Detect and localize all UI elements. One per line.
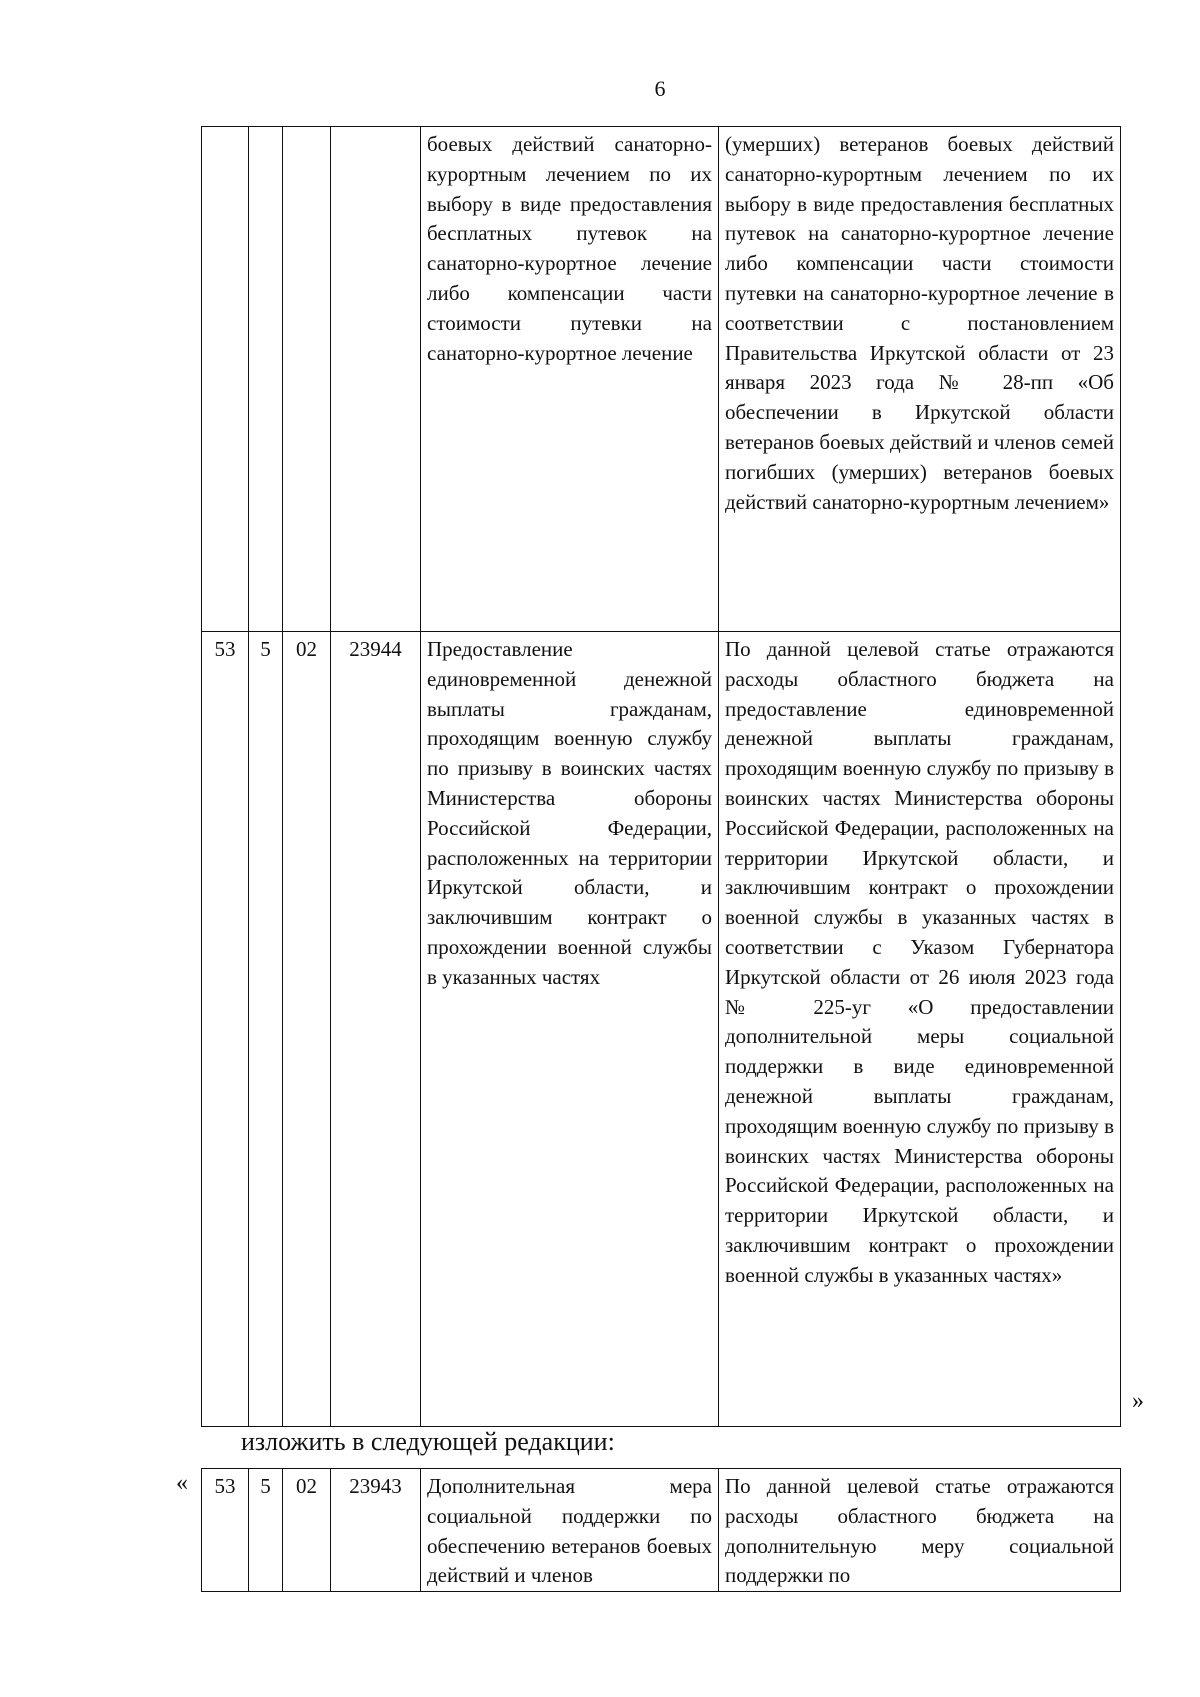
code-program: 53 <box>202 1469 249 1592</box>
article-name: Дополнительная мера социальной поддержки по обеспечению ветеранов боевых действий и членов <box>427 1474 712 1588</box>
code-event <box>283 127 331 632</box>
code-program <box>202 127 249 632</box>
code-subprogram: 5 <box>249 632 283 1427</box>
article-name: Предоставление единовременной денежной выплаты гражданам, проходящим военную службу по призыву в воинских частях Министерства обороны Российской Федерации, расположенных на территории Иркутской области, и заключившим контракт о прохождении военной службы в указанных частях <box>427 637 712 989</box>
article-name-cell <box>421 127 719 632</box>
article-description: (умерших) ветеранов боевых действий санаторно-курортным лечением по их выбору в виде предоставления бесплатных путевок на санаторно-курортное лечение либо компенсации части стоимости путевки на санаторно-курортное лечение в соответствии с постановлением Правительства Иркутской области от 23 января 2023 года № 28-пп «Об обеспечении в Иркутской области ветеранов боевых действий и членов семей погибших (умерших) ветеранов боевых действий санаторно-курортным лечением» <box>725 132 1114 514</box>
close-quote: » <box>1132 1388 1144 1414</box>
code-event: 02 <box>283 632 331 1427</box>
article-description-cell <box>719 632 1121 1427</box>
page-number: 6 <box>654 76 666 101</box>
table-row <box>202 632 1121 1427</box>
open-quote: « <box>176 1470 188 1496</box>
article-name-cell <box>421 1469 719 1592</box>
code-program: 53 <box>202 632 249 1427</box>
code-direction: 23943 <box>331 1469 421 1592</box>
code-subprogram <box>249 127 283 632</box>
budget-table-bottom <box>201 1468 1121 1592</box>
budget-table-top <box>201 126 1121 1427</box>
article-description: По данной целевой статье отражаются расходы областного бюджета на дополнительную меру социальной поддержки по <box>725 1474 1114 1588</box>
table-row <box>202 127 1121 632</box>
code-event: 02 <box>283 1469 331 1592</box>
article-description: По данной целевой статье отражаются расходы областного бюджета на предоставление единовременной денежной выплаты гражданам, проходящим военную службу по призыву в воинских частях Министерства обороны Российской Федерации, расположенных на территории Иркутской области, и заключившим контракт о прохождении военной службы в указанных частях в соответствии с Указом Губернатора Иркутской области от 26 июля 2023 года № 225-уг «О предоставлении дополнительной меры социальной поддержки в виде единовременной денежной выплаты гражданам, проходящим военную службу по призыву в воинских частях Министерства обороны Российской Федерации, расположенных на территории Иркутской области, и заключившим контракт о прохождении военной службы в указанных частях» <box>725 637 1114 1287</box>
article-name: боевых действий санаторно-курортным лечением по их выбору в виде предоставления бесплатных путевок на санаторно-курортное лечение либо компенсации части стоимости путевки на санаторно-курортное лечение <box>427 132 712 365</box>
article-description-cell <box>719 127 1121 632</box>
article-description-cell <box>719 1469 1121 1592</box>
code-subprogram: 5 <box>249 1469 283 1592</box>
instruction-text: изложить в следующей редакции: <box>241 1427 615 1456</box>
article-name-cell <box>421 632 719 1427</box>
table-row <box>202 1469 1121 1592</box>
code-direction: 23944 <box>331 632 421 1427</box>
code-direction <box>331 127 421 632</box>
